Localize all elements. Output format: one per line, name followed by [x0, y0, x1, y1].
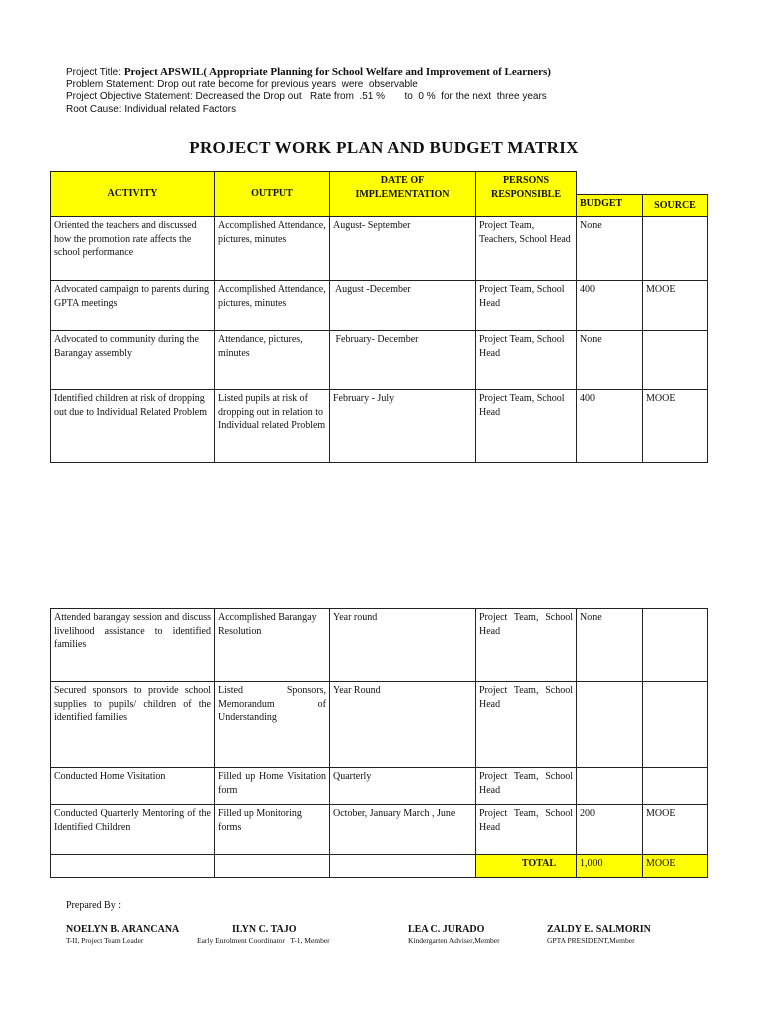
- cell-activity: Identified children at risk of dropping out due to Individual Related Problem: [51, 390, 215, 463]
- cell-budget: [577, 768, 643, 805]
- cell-budget: [577, 682, 643, 768]
- cell-persons: Project Team, School Head: [476, 768, 577, 805]
- cell-output: Filled up Home Visitation form: [215, 768, 330, 805]
- total-budget: 1,000: [577, 855, 643, 878]
- cell-source: [643, 609, 708, 682]
- total-source: MOOE: [643, 855, 708, 878]
- cell-persons: Project Team, Teachers, School Head: [476, 217, 577, 281]
- cell-activity: Conducted Quarterly Mentoring of the Identified Children: [51, 805, 215, 855]
- cell-persons: Project Team, School Head: [476, 331, 577, 390]
- project-title-line: [66, 66, 551, 79]
- cell-activity: Oriented the teachers and discussed how the promotion rate affects the school performance: [51, 217, 215, 281]
- cell-date: Quarterly: [330, 768, 476, 805]
- page-title: PROJECT WORK PLAN AND BUDGET MATRIX: [189, 138, 579, 157]
- cell-source: [643, 331, 708, 390]
- cell-source: [643, 217, 708, 281]
- signatory-name: ZALDY E. SALMORIN: [547, 924, 651, 935]
- cell-source: MOOE: [643, 390, 708, 463]
- cell-budget: 400: [577, 390, 643, 463]
- signatory-name: LEA C. JURADO: [408, 924, 485, 935]
- signatory-role: Kindergarten Adviser,Member: [408, 936, 500, 945]
- cell-date: Year round: [330, 609, 476, 682]
- cell-source: MOOE: [643, 281, 708, 331]
- table-row: [51, 281, 708, 331]
- cell-output: Accomplished Barangay Resolution: [215, 609, 330, 682]
- table-header-row: [51, 172, 708, 195]
- cell-date: August- September: [330, 217, 476, 281]
- cell-date: August -December: [330, 281, 476, 331]
- objective-statement: Project Objective Statement: Decreased the Drop out Rate from .51 % to 0 % for the next three years: [66, 91, 547, 103]
- problem-statement: Problem Statement: Drop out rate become for previous years were observable: [66, 79, 418, 91]
- cell-date: October, January March , June: [330, 805, 476, 855]
- table-row: [51, 609, 708, 682]
- cell-output: Accomplished Attendance, pictures, minutes: [215, 217, 330, 281]
- cell-date: February - July: [330, 390, 476, 463]
- col-header-output: OUTPUT: [215, 172, 330, 217]
- cell-source: MOOE: [643, 805, 708, 855]
- total-empty-3: [330, 855, 476, 878]
- signatory-role: T-II, Project Team Leader: [66, 936, 144, 945]
- cell-output: Listed pupils at risk of dropping out in relation to Individual related Problem: [215, 390, 330, 463]
- project-title: Project APSWIL( Appropriate Planning for School Welfare and Improvement of Learners): [123, 66, 551, 78]
- cell-activity: Secured sponsors to provide school supplies to pupils/ children of the identified families: [51, 682, 215, 768]
- cell-date: Year Round: [330, 682, 476, 768]
- cell-activity: Advocated campaign to parents during GPTA meetings: [51, 281, 215, 331]
- table-row: [51, 217, 708, 281]
- header-spacer: [577, 172, 708, 195]
- table-row: [51, 768, 708, 805]
- cell-source: [643, 768, 708, 805]
- table-row: [51, 682, 708, 768]
- cell-budget: None: [577, 217, 643, 281]
- cell-budget: None: [577, 609, 643, 682]
- cell-activity: Conducted Home Visitation: [51, 768, 215, 805]
- project-header: [66, 66, 551, 116]
- cell-persons: Project Team, School Head: [476, 805, 577, 855]
- cell-budget: 400: [577, 281, 643, 331]
- cell-output: Filled up Monitoring forms: [215, 805, 330, 855]
- total-label: TOTAL: [476, 855, 577, 878]
- signatory-1: [66, 924, 179, 945]
- project-title-label: Project Title:: [66, 67, 124, 78]
- col-header-date: DATE OF IMPLEMENTATION: [330, 172, 476, 217]
- signatory-2: [197, 924, 330, 945]
- cell-persons: Project Team, School Head: [476, 609, 577, 682]
- signatory-3: [408, 924, 500, 945]
- work-plan-table-top: [50, 171, 708, 463]
- table-row: [51, 331, 708, 390]
- cell-source: [643, 682, 708, 768]
- total-row: [51, 855, 708, 878]
- cell-output: Accomplished Attendance, pictures, minutes: [215, 281, 330, 331]
- cell-budget: 200: [577, 805, 643, 855]
- cell-persons: Project Team, School Head: [476, 281, 577, 331]
- total-empty-1: [51, 855, 215, 878]
- total-empty-2: [215, 855, 330, 878]
- signatory-role: GPTA PRESIDENT,Member: [547, 936, 635, 945]
- cell-persons: Project Team, School Head: [476, 682, 577, 768]
- cell-activity: Attended barangay session and discuss livelihood assistance to identified families: [51, 609, 215, 682]
- cell-date: February- December: [330, 331, 476, 390]
- signatory-name: ILYN C. TAJO: [232, 924, 297, 935]
- root-cause: Root Cause: Individual related Factors: [66, 103, 237, 115]
- cell-output: Attendance, pictures, minutes: [215, 331, 330, 390]
- signatory-name: NOELYN B. ARANCANA: [66, 924, 180, 935]
- col-header-budget: BUDGET: [577, 195, 643, 217]
- signatory-4: [547, 924, 651, 945]
- col-header-source: SOURCE: [643, 195, 708, 217]
- cell-activity: Advocated to community during the Barangay assembly: [51, 331, 215, 390]
- col-header-persons: PERSONS RESPONSIBLE: [476, 172, 577, 217]
- cell-persons: Project Team, School Head: [476, 390, 577, 463]
- signatory-role: Early Enrolment Coordinator T-1, Member: [197, 936, 330, 945]
- work-plan-table-bottom: [50, 608, 708, 878]
- table-row: [51, 805, 708, 855]
- prepared-by-label: Prepared By :: [66, 900, 121, 911]
- cell-output: Listed Sponsors, Memorandum of Understanding: [215, 682, 330, 768]
- cell-budget: None: [577, 331, 643, 390]
- col-header-activity: ACTIVITY: [51, 172, 215, 217]
- table-row: [51, 390, 708, 463]
